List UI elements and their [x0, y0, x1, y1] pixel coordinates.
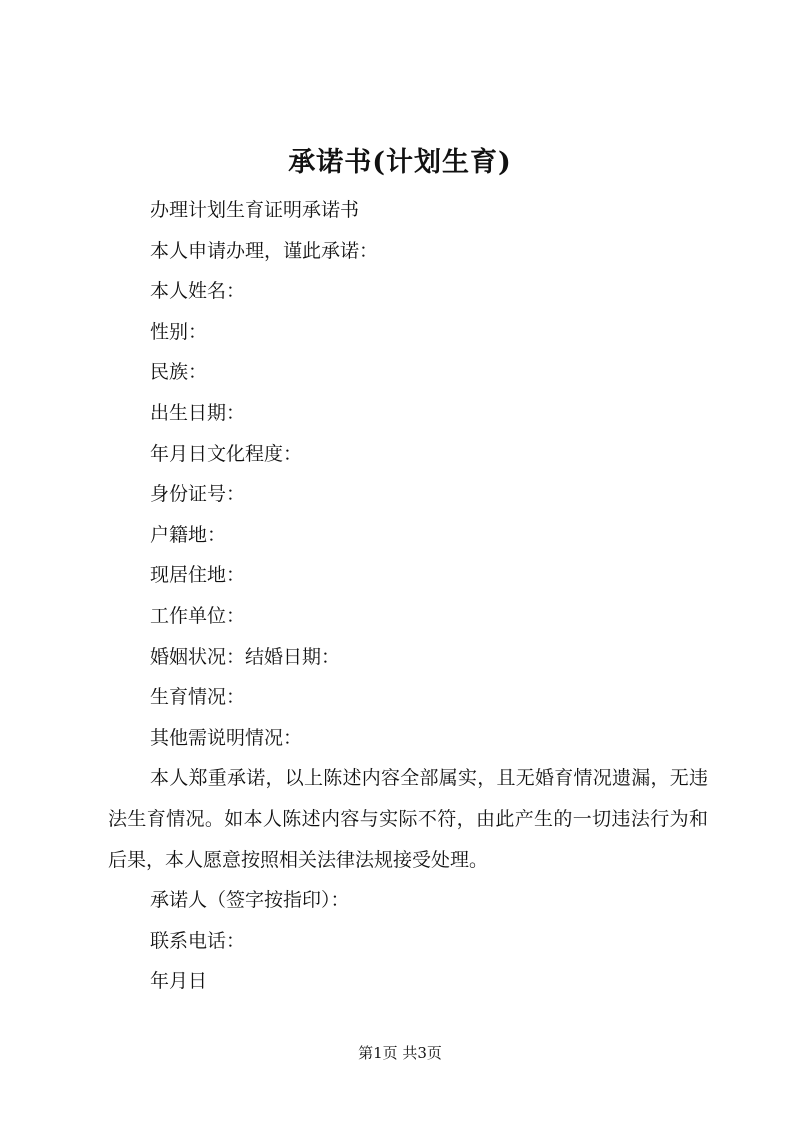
form-line-heading: 办理计划生育证明承诺书 — [150, 199, 360, 221]
form-line-birth-date: 出生日期： — [150, 401, 246, 424]
form-line-current-address: 现居住地： — [150, 564, 246, 587]
form-line-ethnicity: 民族： — [150, 361, 208, 384]
form-line-other-notes: 其他需说明情况： — [150, 726, 303, 749]
page-number-footer: 第1页 共3页 — [358, 1044, 442, 1062]
form-line-education: 年月日文化程度： — [150, 442, 303, 465]
form-line-phone: 联系电话： — [150, 929, 246, 952]
document-title: 承诺书(计划生育) — [288, 147, 512, 178]
form-line-household-registration: 户籍地： — [150, 523, 227, 546]
form-line-application: 本人申请办理，谨此承诺： — [150, 239, 379, 262]
document-body — [108, 190, 708, 1002]
form-line-childbearing: 生育情况： — [150, 686, 246, 709]
form-line-employer: 工作单位： — [150, 604, 246, 627]
form-line-signature: 承诺人（签字按指印）： — [150, 889, 350, 912]
form-line-marital-status: 婚姻状况：结婚日期： — [150, 645, 341, 668]
form-line-id-number: 身份证号： — [150, 483, 246, 506]
declaration-paragraph: 本人郑重承诺，以上陈述内容全部属实，且无婚育情况遗漏，无违法生育情况。如本人陈述内容与实际不符，由此产生的一切违法行为和后果，本人愿意按照相关法律法规接受处理。 — [108, 767, 708, 871]
form-line-name: 本人姓名： — [150, 280, 246, 303]
form-line-gender: 性别： — [150, 320, 208, 343]
form-line-date: 年月日 — [150, 970, 208, 993]
